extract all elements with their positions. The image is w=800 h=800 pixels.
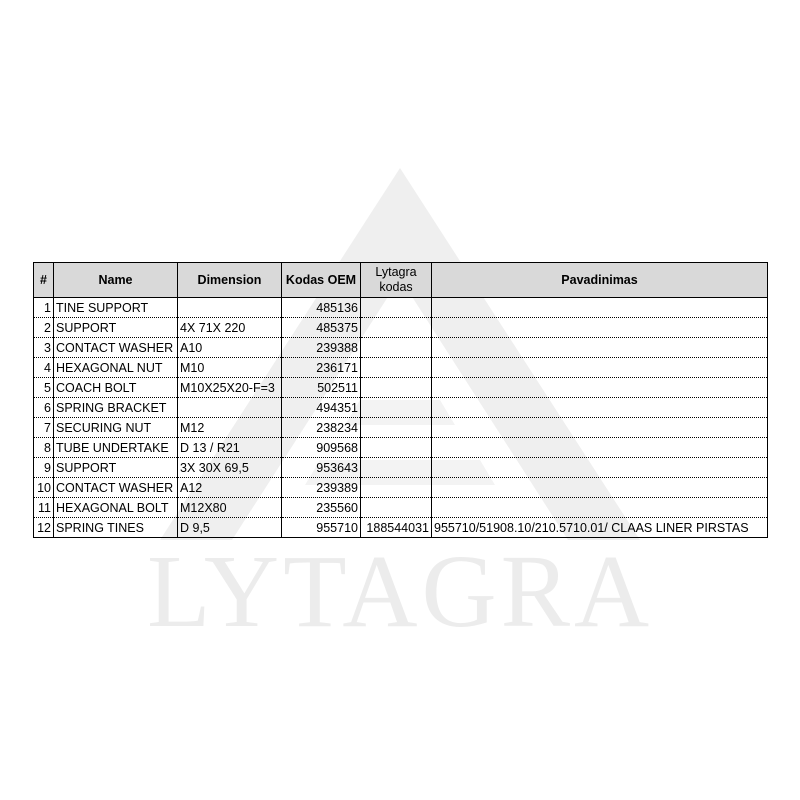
oem-code: 955710 [282, 518, 361, 538]
part-name: SECURING NUT [54, 418, 178, 438]
header-lytagra-code-line2: kodas [379, 280, 413, 294]
row-index: 10 [34, 478, 54, 498]
row-index: 4 [34, 358, 54, 378]
pavadinimas [432, 418, 768, 438]
part-name: COACH BOLT [54, 378, 178, 398]
lytagra-code [361, 398, 432, 418]
part-name: TUBE UNDERTAKE [54, 438, 178, 458]
header-lytagra-code-line1: Lytagra [375, 265, 417, 279]
row-index: 9 [34, 458, 54, 478]
oem-code: 239389 [282, 478, 361, 498]
oem-code: 494351 [282, 398, 361, 418]
pavadinimas [432, 358, 768, 378]
pavadinimas [432, 458, 768, 478]
table-row [34, 338, 768, 358]
part-name: SPRING BRACKET [54, 398, 178, 418]
lytagra-code [361, 498, 432, 518]
part-dimension: 3X 30X 69,5 [178, 458, 282, 478]
part-name: SUPPORT [54, 458, 178, 478]
part-dimension: A10 [178, 338, 282, 358]
pavadinimas: 955710/51908.10/210.5710.01/ CLAAS LINER PIRSTAS [432, 518, 768, 538]
header-lytagra-code [361, 263, 432, 298]
row-index: 11 [34, 498, 54, 518]
part-name: TINE SUPPORT [54, 298, 178, 318]
part-name: HEXAGONAL NUT [54, 358, 178, 378]
pavadinimas [432, 438, 768, 458]
lytagra-code [361, 298, 432, 318]
lytagra-code [361, 478, 432, 498]
part-dimension: M10X25X20-F=3 [178, 378, 282, 398]
part-dimension: 4X 71X 220 [178, 318, 282, 338]
pavadinimas [432, 378, 768, 398]
pavadinimas [432, 338, 768, 358]
part-dimension: M12 [178, 418, 282, 438]
row-index: 7 [34, 418, 54, 438]
row-index: 8 [34, 438, 54, 458]
part-dimension [178, 398, 282, 418]
header-oem-code: Kodas OEM [282, 263, 361, 298]
row-index: 2 [34, 318, 54, 338]
oem-code: 485136 [282, 298, 361, 318]
part-dimension: D 9,5 [178, 518, 282, 538]
header-name: Name [54, 263, 178, 298]
part-dimension: M10 [178, 358, 282, 378]
table-row [34, 358, 768, 378]
oem-code: 236171 [282, 358, 361, 378]
oem-code: 502511 [282, 378, 361, 398]
pavadinimas [432, 298, 768, 318]
table-row [34, 438, 768, 458]
pavadinimas [432, 478, 768, 498]
oem-code: 953643 [282, 458, 361, 478]
row-index: 3 [34, 338, 54, 358]
part-name: SPRING TINES [54, 518, 178, 538]
table-row [34, 458, 768, 478]
pavadinimas [432, 398, 768, 418]
table-row [34, 478, 768, 498]
header-index: # [34, 263, 54, 298]
lytagra-code [361, 438, 432, 458]
oem-code: 909568 [282, 438, 361, 458]
row-index: 1 [34, 298, 54, 318]
table-header-row [34, 263, 768, 298]
lytagra-code [361, 418, 432, 438]
oem-code: 238234 [282, 418, 361, 438]
row-index: 6 [34, 398, 54, 418]
lytagra-code [361, 458, 432, 478]
row-index: 12 [34, 518, 54, 538]
header-dimension: Dimension [178, 263, 282, 298]
table-row [34, 498, 768, 518]
pavadinimas [432, 498, 768, 518]
table-row [34, 418, 768, 438]
table-row [34, 298, 768, 318]
lytagra-code [361, 358, 432, 378]
parts-table [33, 262, 768, 538]
lytagra-code: 188544031 [361, 518, 432, 538]
table-row [34, 318, 768, 338]
part-dimension: D 13 / R21 [178, 438, 282, 458]
lytagra-code [361, 338, 432, 358]
part-name: SUPPORT [54, 318, 178, 338]
header-pavadinimas: Pavadinimas [432, 263, 768, 298]
watermark-text: LYTAGRA [146, 534, 654, 649]
oem-code: 239388 [282, 338, 361, 358]
table-row [34, 518, 768, 538]
lytagra-code [361, 378, 432, 398]
oem-code: 485375 [282, 318, 361, 338]
oem-code: 235560 [282, 498, 361, 518]
part-dimension: M12X80 [178, 498, 282, 518]
part-name: HEXAGONAL BOLT [54, 498, 178, 518]
pavadinimas [432, 318, 768, 338]
table-row [34, 398, 768, 418]
lytagra-code [361, 318, 432, 338]
part-name: CONTACT WASHER [54, 478, 178, 498]
part-dimension: A12 [178, 478, 282, 498]
part-name: CONTACT WASHER [54, 338, 178, 358]
row-index: 5 [34, 378, 54, 398]
table-row [34, 378, 768, 398]
part-dimension [178, 298, 282, 318]
